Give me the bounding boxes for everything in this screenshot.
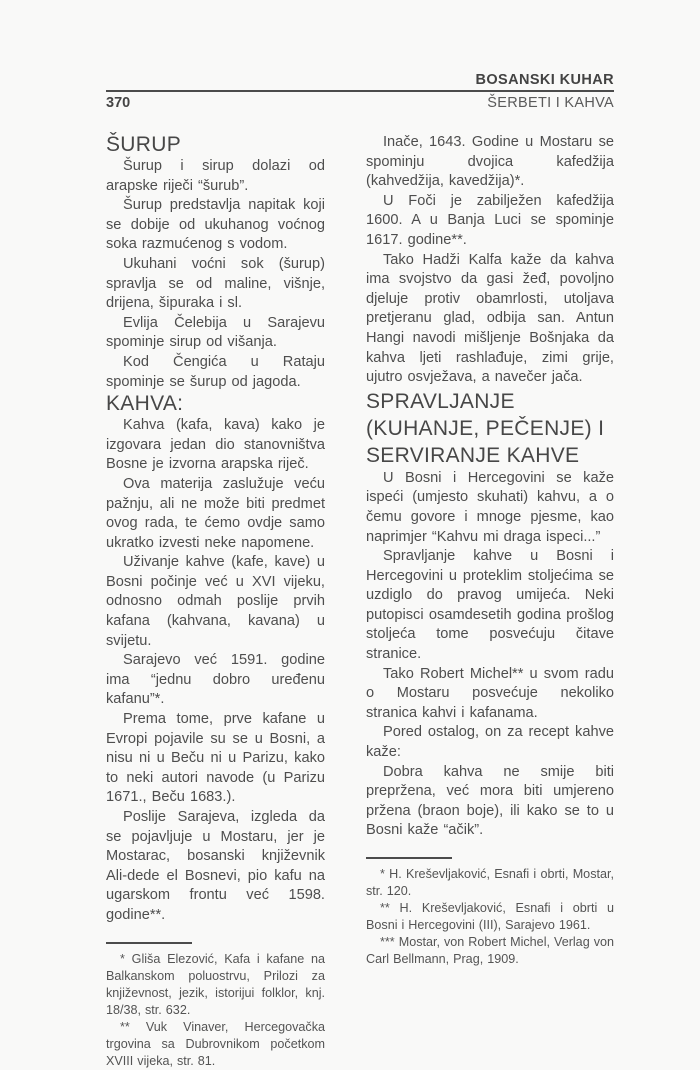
- paragraph: Tako Robert Michel** u svom radu o Mostaru posvećuje nekoliko stranica kahvi i kafanama.: [366, 665, 614, 721]
- right-column: [366, 133, 614, 1070]
- paragraph: Uživanje kahve (kafe, kave) u Bosni počinje već u XVI vijeku, odnosno odmah poslije prvih kafana (kahvana, kavana) u svijetu.: [106, 554, 325, 649]
- paragraph: Šurup i sirup dolazi od arapske riječi “šurub”.: [106, 158, 325, 194]
- footnote-rule: [106, 942, 192, 944]
- paragraph: Kahva (kafa, kava) kako je izgovara jedan dio stanovništva Bosne je izvorna arapska riječ.: [106, 417, 325, 473]
- paragraph: Inače, 1643. Godine u Mostaru se spominju dvojica kafedžija (kahvedžija, kavedžija)*.: [366, 134, 614, 190]
- footnote: * H. Kreševljaković, Esnafi i obrti, Mostar, str. 120.: [366, 867, 614, 898]
- chapter-title: ŠERBETI I KAHVA: [487, 95, 614, 111]
- paragraph: Poslije Sarajeva, izgleda da se pojavljuje u Mostaru, jer je Mostarac, bosanski književnik Ali-dede el Bosnevi, pio kafu na ugarskom frontu već 1598. godine**.: [106, 809, 325, 923]
- paragraph: Tako Hadži Kalfa kaže da kahva ima svojstvo da gasi žeđ, povoljno djeluje protiv obamrlosti, utoljava pretjeranu glad, odbija san. Antun Hangi navodi mišljenje Bošnjaka da kahva ljeti rashlađuje, zimi grije, ujutro osvježava, a navečer jača.: [366, 251, 614, 386]
- paragraph: U Foči je zabilježen kafedžija 1600. A u Banja Luci se spominje 1617. godine**.: [366, 192, 614, 248]
- paragraph: Šurup predstavlja napitak koji se dobije od ukuhanog voćnog soka razmućenog s vodom.: [106, 197, 325, 253]
- running-header: [106, 72, 614, 111]
- footnote: *** Mostar, von Robert Michel, Verlag von Carl Bellmann, Prag, 1909.: [366, 935, 614, 966]
- paragraph: Dobra kahva ne smije biti prepržena, već mora biti umjereno pržena (braon boje), ili kako se to u Bosni kaže “ačik”.: [366, 763, 614, 839]
- paragraph: Kod Čengića u Rataju spominje se šurup od jagoda.: [106, 353, 325, 390]
- left-column: [106, 133, 325, 1070]
- paragraph: Spravljanje kahve u Bosni i Hercegovini u proteklim stoljećima se uzdiglo do pravog umijeća. Neki putopisci osamdesetih godina prošlog stoljeća tome posvećuju čitave stranice.: [366, 548, 614, 663]
- paragraph: Ova materija zaslužuje veću pažnju, ali ne može biti predmet ovog rada, te ćemo ovdje samo ukratko izvesti neke napomene.: [106, 475, 325, 551]
- footnote: ** Vuk Vinaver, Hercegovačka trgovina sa Dubrovnikom početkom XVIII vijeka, str. 81.: [106, 1019, 325, 1068]
- paragraph: Pored ostalog, on za recept kahve kaže:: [366, 724, 614, 761]
- footnote: * Gliša Elezović, Kafa i kafane na Balkanskom poluostrvu, Prilozi za književnost, jezik, istorijui folklor, knj. 18/38, str. 632.: [106, 951, 325, 1017]
- page-number: 370: [106, 95, 131, 111]
- header-row: [106, 95, 614, 111]
- paragraph: U Bosni i Hercegovini se kaže ispeći (umjesto skuhati) kahvu, a o čemu govore i mnoge pjesme, kao naprimjer “Kahvu mi draga ispeci...”: [366, 469, 614, 545]
- paragraph: Sarajevo već 1591. godine ima “jednu dobro uređenu kafanu”*.: [106, 652, 325, 708]
- section-heading-kahva: KAHVA:: [106, 392, 184, 416]
- paragraph: Ukuhani voćni sok (šurup) spravlja se od maline, višnje, drijena, šipuraka i sl.: [106, 255, 325, 312]
- footnotes-right: [366, 857, 614, 968]
- footnote-rule: [366, 857, 452, 859]
- header-rule: [106, 90, 614, 92]
- section-heading-surup: ŠURUP: [106, 133, 182, 156]
- paragraph: Evlija Čelebija u Sarajevu spominje sirup od višanja.: [106, 314, 325, 351]
- paragraph: Prema tome, prve kafane u Evropi pojavile su se u Bosni, a nisu ni u Beču ni u Parizu, kako to neki autori navode (u Parizu 1671., Beču 1683.).: [106, 711, 325, 806]
- footnotes-left: [106, 942, 325, 1070]
- text-columns: [106, 133, 614, 1070]
- book-title: BOSANSKI KUHAR: [475, 72, 614, 88]
- section-heading-spravljanje: SPRAVLJANJE (KUHANJE, PEČENJE) I SERVIRANJE KAHVE: [366, 389, 605, 467]
- footnote: ** H. Kreševljaković, Esnafi i obrti u Bosni i Hercegovini (III), Sarajevo 1961.: [366, 901, 614, 932]
